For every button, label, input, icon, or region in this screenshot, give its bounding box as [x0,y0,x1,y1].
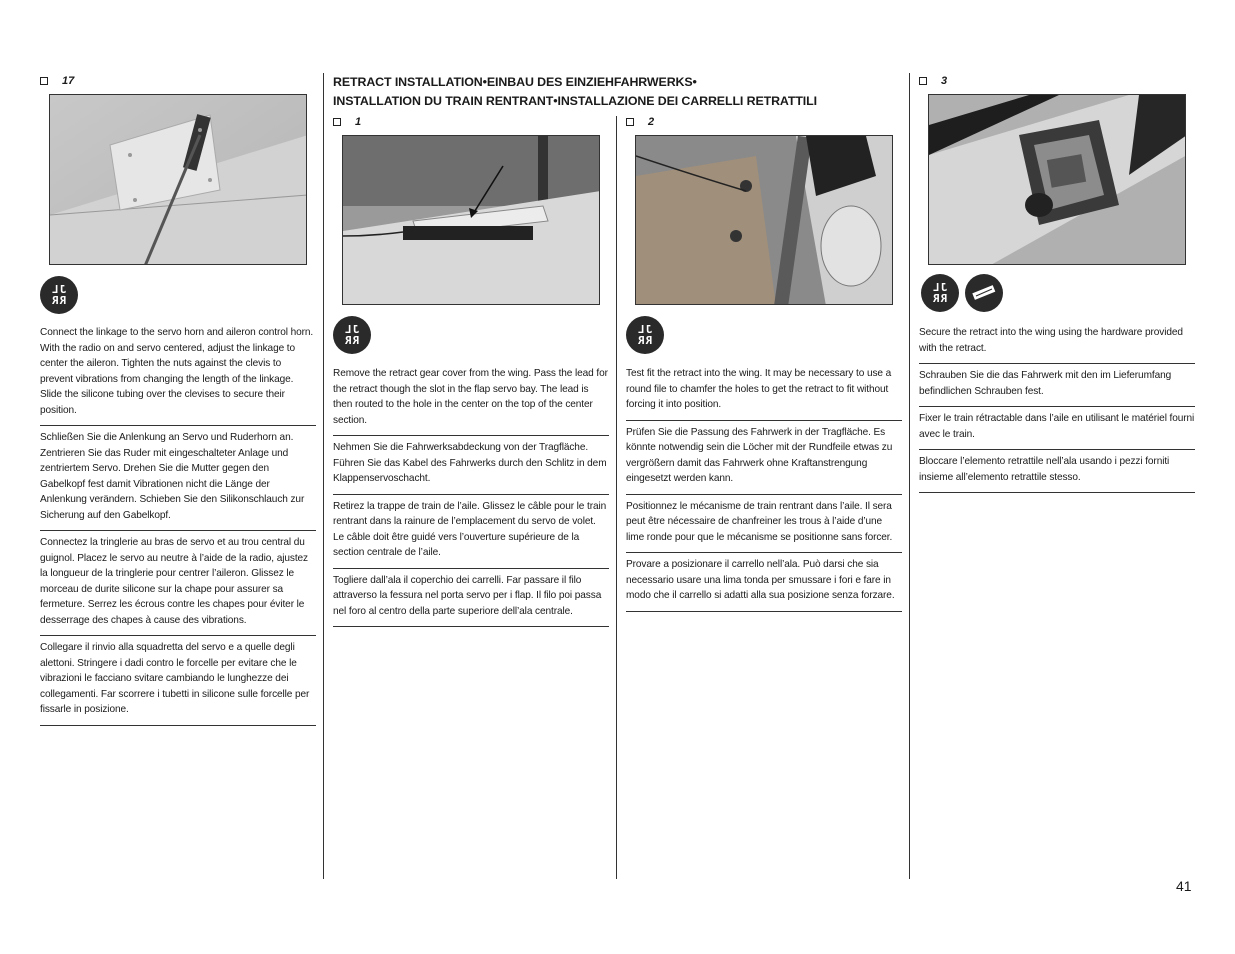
step-1-text [333,362,609,627]
instruction-de: Prüfen Sie die Passung des Fahrwerk in der Tragfläche. Es könnte notwendig sein die Löcher mit der Rundfeile etwas zu vergrößern damit das Fahrwerk ohne Kraftanstrengung eingesetzt werden kann. [626,421,902,495]
instruction-de: Schließen Sie die Anlenkung an Servo und Ruderhorn an. Zentrieren Sie das Ruder mit eingeschalteter Anlage und zentriertem Servo. Drehen Sie die Mutter gegen den Gabelkopf fest damit Vibrationen nicht die Länge der Anlenkung verändern. Schieben Sie den Silikonschlauch zur Sicherung auf den Gabelkopf. [40,426,316,531]
instruction-fr: Retirez la trappe de train de l’aile. Glissez le câble pour le train rentrant dans la rainure de l’emplacement du servo de volet. Le câble doit être guidé vers l’ouverture supérieure de la section centrale de l’aile. [333,495,609,569]
step-number: 1 [355,116,362,128]
page-number: 41 [1176,878,1192,894]
step-header-17 [40,75,74,87]
glue-clamp-icon: JL RR [40,276,78,314]
step-3-text [919,321,1195,493]
step-1-photo [342,135,600,305]
instruction-de: Nehmen Sie die Fahrwerksabdeckung von der Tragfläche. Führen Sie das Kabel des Fahrwerks durch den Schlitz in dem Klappenservoschacht. [333,436,609,495]
step-3-photo [928,94,1186,265]
section-title-line1: RETRACT INSTALLATION•EINBAU DES EINZIEHFAHRWERKS• [333,75,697,89]
checkbox-icon[interactable] [40,77,48,85]
instruction-it: Provare a posizionare il carrello nell’ala. Può darsi che sia necessario usare una lima tonda per smussare i fori e fare in modo che il carrello si adatti alla sua posizione senza forzare. [626,553,902,612]
instruction-fr: Positionnez le mécanisme de train rentrant dans l’aile. Il sera peut être nécessaire de chanfreiner les trous à l’aide d’une lime ronde pour que le mécanisme se positionne sans forcer. [626,495,902,554]
checkbox-icon[interactable] [333,118,341,126]
instruction-fr: Fixer le train rétractable dans l’aile en utilisant le matériel fourni avec le train. [919,407,1195,450]
glue-clamp-icon: JL RR [333,316,371,354]
instruction-fr: Connectez la tringlerie au bras de servo et au trou central du guignol. Placez le servo au neutre à l’aide de la radio, ajustez la longueur de la tringlerie pour centrer l’aileron. Glissez le morceau de durite silicone sur la chape pour assurer sa fermeture. Serrez les écrous contre les chapes pour éviter le desserrage des chapes à cause des vibrations. [40,531,316,636]
step-1-icons [333,316,371,354]
instruction-it: Bloccare l’elemento retrattile nell’ala usando i pezzi forniti insieme all’elemento retrattile stesso. [919,450,1195,493]
step-header-1 [333,116,361,128]
glue-clamp-icon: JL RR [626,316,664,354]
column-divider [909,73,910,879]
column-divider [616,116,617,879]
instruction-it: Togliere dall’ala il coperchio dei carrelli. Far passare il filo attraverso la fessura nel porta servo per i flap. Il filo poi passa nel foro al centro della parte superiore dell’ala centrale. [333,569,609,628]
step-number: 2 [648,116,655,128]
step-17-photo [49,94,307,265]
step-2-icons [626,316,664,354]
step-2-photo [635,135,893,305]
step-17-icons [40,276,78,314]
step-2-text [626,362,902,612]
step-header-2 [626,116,654,128]
checkbox-icon[interactable] [626,118,634,126]
step-number: 3 [941,75,948,87]
instruction-en: Secure the retract into the wing using the hardware provided with the retract. [919,321,1195,364]
step-header-3 [919,75,947,87]
column-divider [323,73,324,879]
step-17-text [40,321,316,726]
glue-clamp-icon: JL RR [921,274,959,312]
checkbox-icon[interactable] [919,77,927,85]
section-title-line2: INSTALLATION DU TRAIN RENTRANT•INSTALLAZIONE DEI CARRELLI RETRATTILI [333,94,817,108]
file-tool-icon [965,274,1003,312]
instruction-de: Schrauben Sie die das Fahrwerk mit den im Lieferumfang befindlichen Schrauben fest. [919,364,1195,407]
section-title [333,73,817,111]
instruction-en: Remove the retract gear cover from the wing. Pass the lead for the retract though the slot in the flap servo bay. The lead is then routed to the hole in the center on the top of the center section. [333,362,609,436]
step-number: 17 [62,75,75,87]
step-3-icons [921,274,1003,312]
instruction-en: Test fit the retract into the wing. It may be necessary to use a round file to chamfer the holes to get the retract to fit without forcing it into position. [626,362,902,421]
instruction-en: Connect the linkage to the servo horn and aileron control horn. With the radio on and servo centered, adjust the linkage to center the aileron. Tighten the nuts against the clevis to prevent vibrations from changing the length of the linkage. Slide the silicone tubing over the clevises to secure their position. [40,321,316,426]
instruction-it: Collegare il rinvio alla squadretta del servo e a quelle degli alettoni. Stringere i dadi contro le forcelle per evitare che le vibrazioni le facciano svitare cambiando le lunghezze dei collegamenti. Far scorrere i tubetti in silicone sulle forcelle per fissarle in posizione. [40,636,316,726]
